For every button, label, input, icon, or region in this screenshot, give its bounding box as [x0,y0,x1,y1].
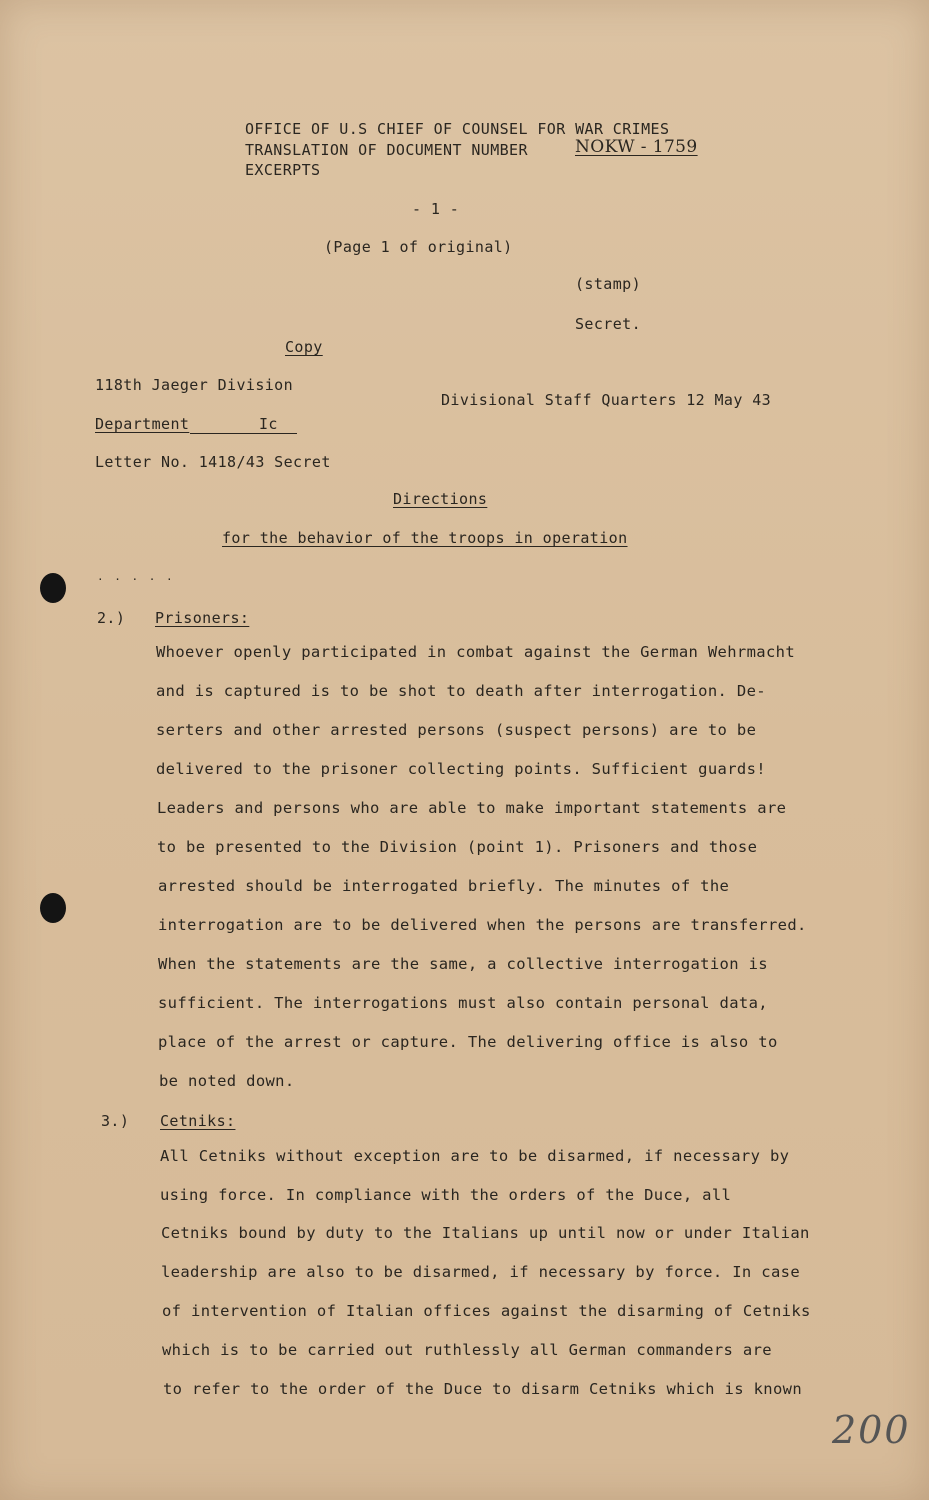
cetniks-line-4: leadership are also to be disarmed, if necessary by force. In case [161,1263,800,1281]
punch-hole-bottom [40,893,66,923]
cetniks-line-2: using force. In compliance with the orders of the Duce, all [160,1186,732,1204]
unit-name: 118th Jaeger Division [95,376,294,394]
department-label: Department [95,415,190,433]
copy-label: Copy [285,338,323,356]
cetniks-line-5: of intervention of Italian offices against the disarming of Cetniks [162,1302,811,1320]
prisoners-line-8: interrogation are to be delivered when the persons are transferred. [158,916,807,934]
prisoners-line-12: be noted down. [159,1072,295,1090]
header-document-number: NOKW - 1759 [575,137,698,157]
department-underline [190,433,297,434]
prisoners-line-1: Whoever openly participated in combat against the German Wehrmacht [156,643,795,661]
page-of-original: (Page 1 of original) [324,238,513,256]
letter-reference: Letter No. 1418/43 Secret [95,453,331,471]
omission-ellipsis: . . . . . [97,570,175,583]
prisoners-line-3: serters and other arrested persons (suspect persons) are to be [156,721,757,739]
prisoners-line-7: arrested should be interrogated briefly. The minutes of the [158,877,730,895]
place-date: Divisional Staff Quarters 12 May 43 [441,391,772,409]
department-value: Ic [259,415,278,433]
prisoners-line-9: When the statements are the same, a collective interrogation is [158,955,768,973]
prisoners-line-2: and is captured is to be shot to death after interrogation. De- [156,682,766,700]
section-number-prisoners: 2.) [97,609,126,627]
section-number-cetniks: 3.) [101,1112,130,1130]
prisoners-line-4: delivered to the prisoner collecting points. Sufficient guards! [156,760,766,778]
section-heading-cetniks: Cetniks: [160,1112,236,1130]
punch-hole-top [40,573,66,603]
prisoners-line-10: sufficient. The interrogations must also contain personal data, [158,994,768,1012]
cetniks-line-7: to refer to the order of the Duce to disarm Cetniks which is known [163,1380,802,1398]
document-title: Directions [393,490,488,508]
cetniks-line-3: Cetniks bound by duty to the Italians up until now or under Italian [161,1224,810,1242]
prisoners-line-5: Leaders and persons who are able to make important statements are [157,799,787,817]
document-subtitle: for the behavior of the troops in operation [222,529,628,547]
handwritten-page-number: 200 [832,1408,911,1452]
header-office-line: OFFICE OF U.S CHIEF OF COUNSEL FOR WAR CRIMES [245,120,670,138]
page-marker: - 1 - [412,200,460,218]
section-heading-prisoners: Prisoners: [155,609,250,627]
stamp-note: (stamp) [575,275,642,293]
cetniks-line-1: All Cetniks without exception are to be disarmed, if necessary by [160,1147,790,1165]
header-translation-label: TRANSLATION OF DOCUMENT NUMBER [245,141,528,159]
prisoners-line-11: place of the arrest or capture. The delivering office is also to [158,1033,778,1051]
prisoners-line-6: to be presented to the Division (point 1). Prisoners and those [157,838,758,856]
header-excerpts: EXCERPTS [245,161,321,179]
classification-secret: Secret. [575,315,642,333]
cetniks-line-6: which is to be carried out ruthlessly all German commanders are [162,1341,772,1359]
